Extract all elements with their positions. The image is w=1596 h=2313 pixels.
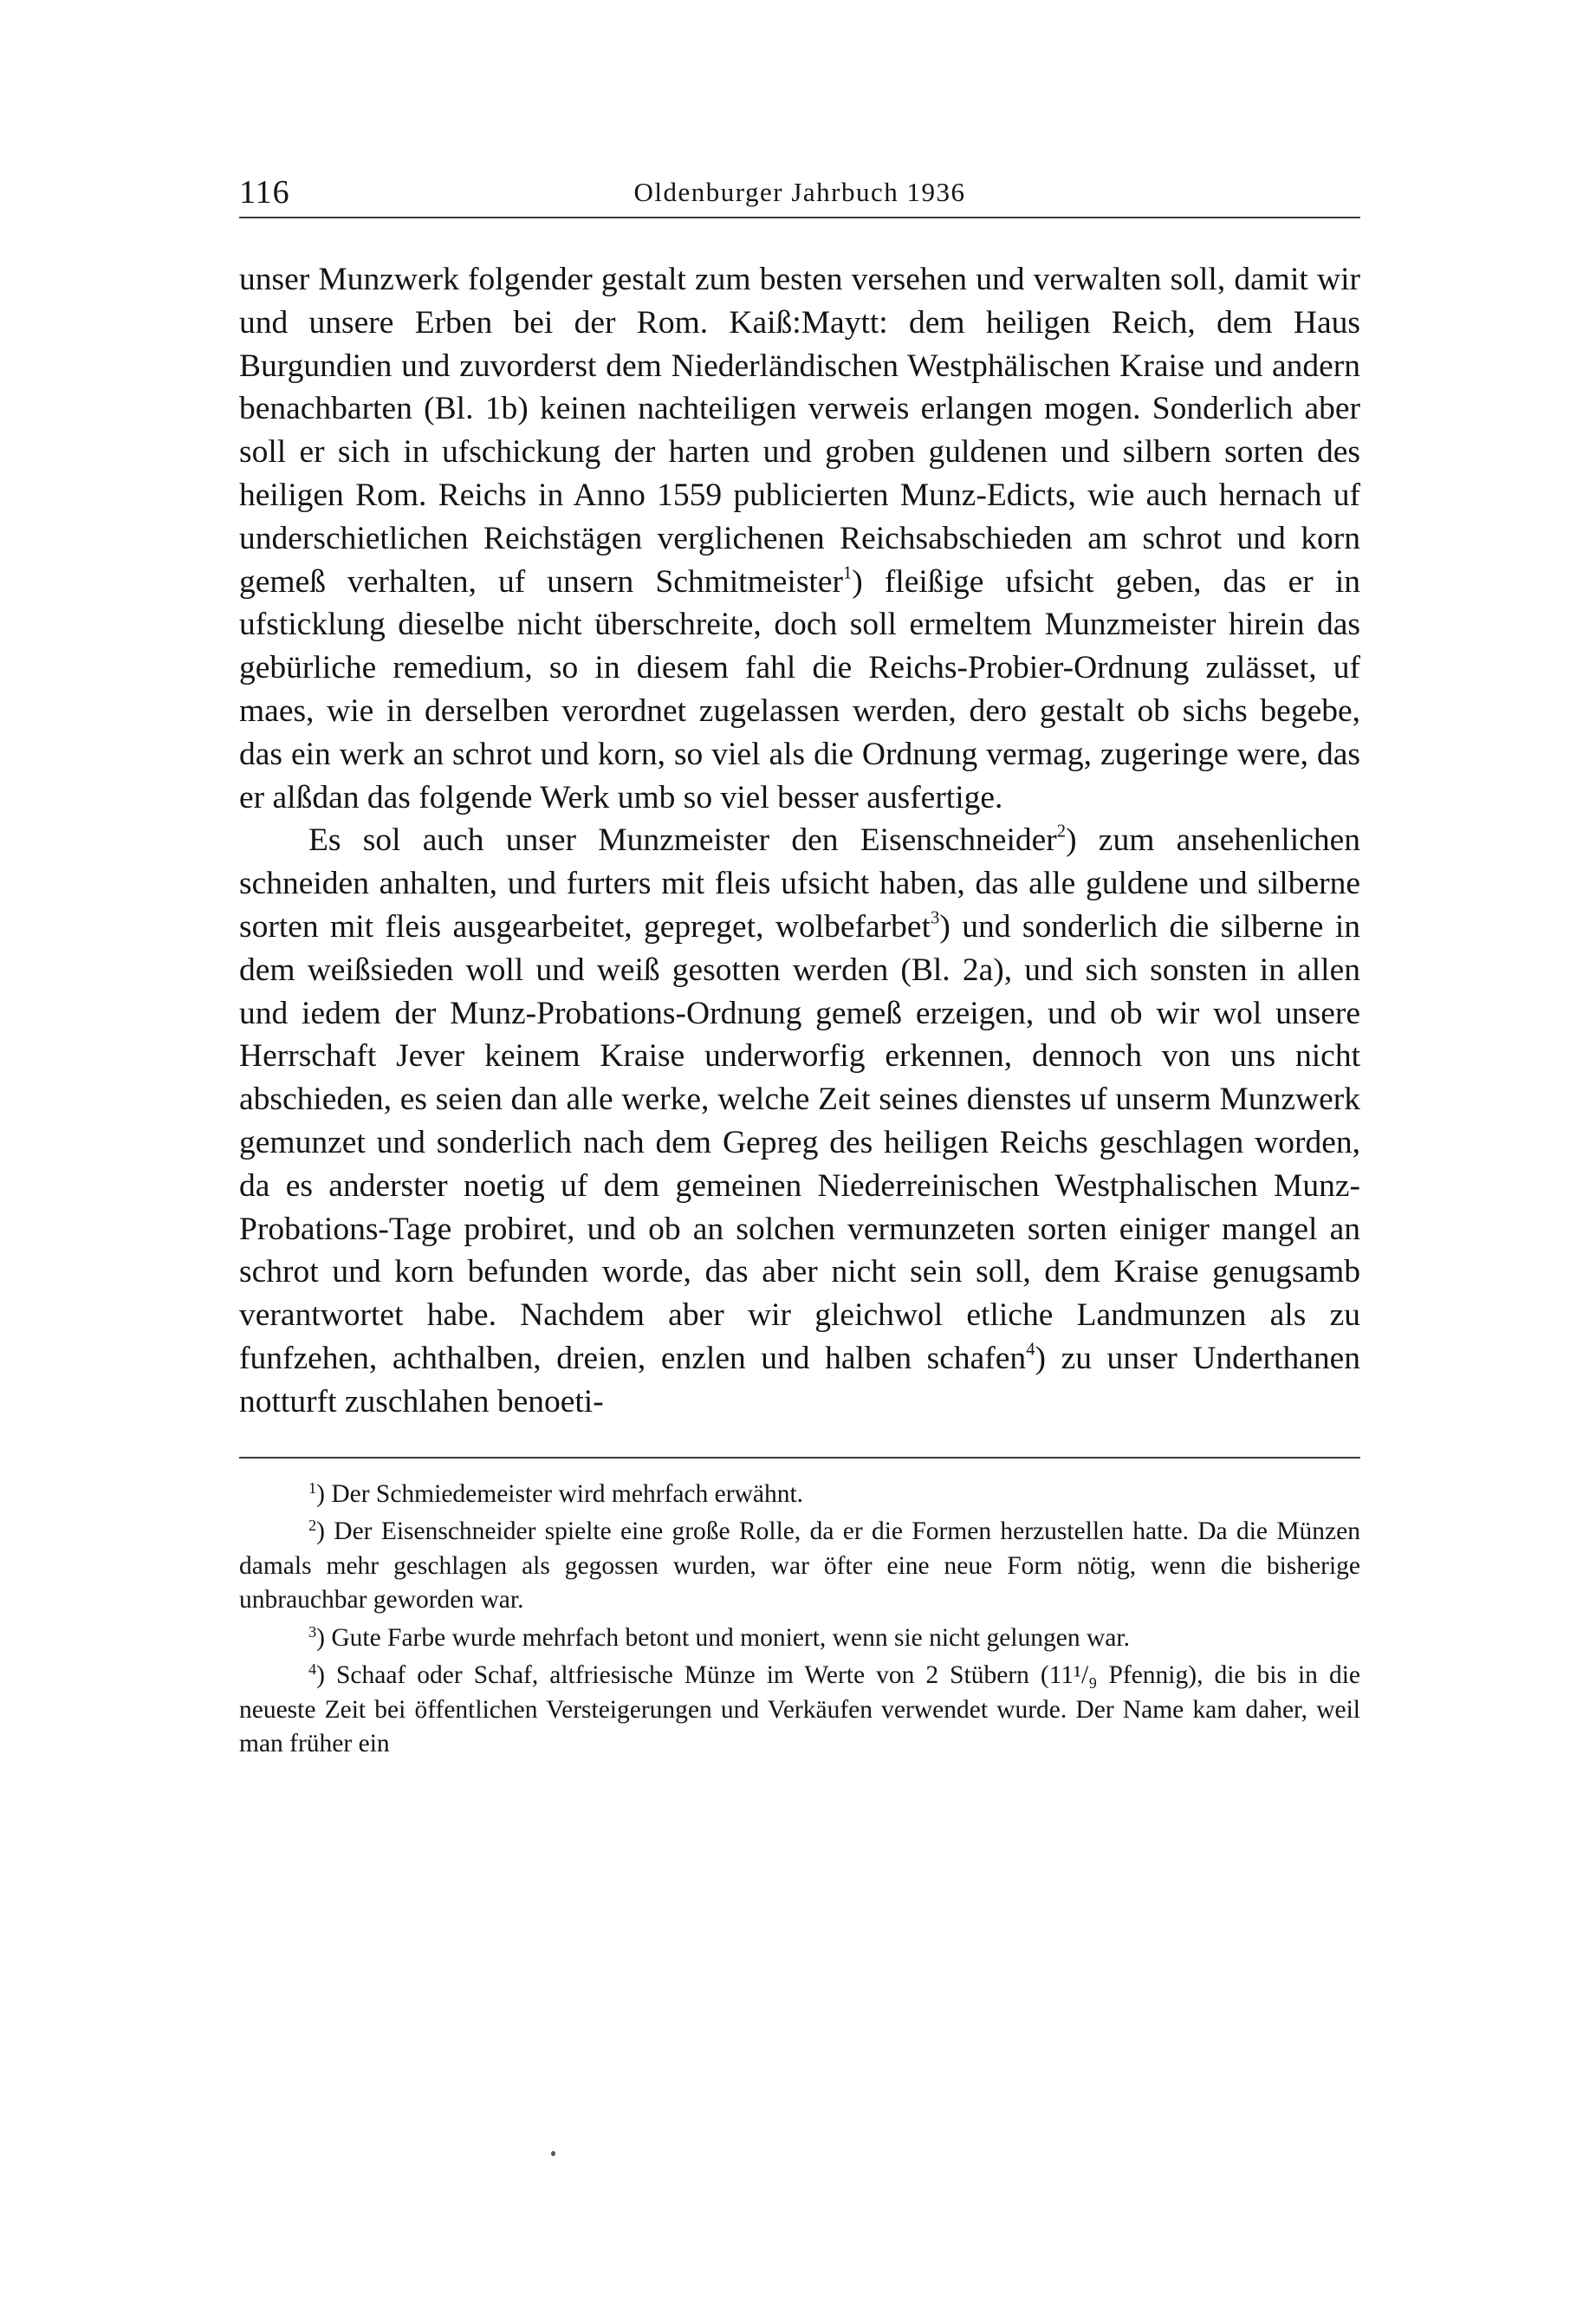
footnote-mark: 3 bbox=[308, 1622, 317, 1641]
footnote-reference: 3 bbox=[931, 908, 940, 928]
paragraph-text: ) zu unser Underthanen notturft zuschlahen benoeti- bbox=[239, 1340, 1361, 1420]
footnote bbox=[239, 1659, 1360, 1762]
running-head bbox=[239, 172, 1360, 218]
paragraph-text: ) und sonderlich die silberne in dem weißsieden woll und weiß gesotten werden (Bl. 2a), und sich sonsten in allen und iedem der Munz-Probations-Ordnung gemeß erzeigen, und ob wir wol unsere Herrschaft Jever keinem Kraise underworfig erkennen, dennoch von uns nicht abschieden, es seien dan alle werke, welche Zeit seines dienstes uf unserm Munzwerk gemunzet und sonderlich nach dem Gepreg des heiligen Reichs geschlagen worden, da es anderster noetig uf dem gemeinen Niederreinischen Westphalischen Munz-Probations-Tage probiret, und ob an solchen vermunzeten sorten einiger mangel an schrot und korn befunden worde, das aber nicht sein soll, dem Kraise genugsamb verantwortet habe. Nachdem aber wir gleichwol etliche Landmunzen als zu funfzehen, achthalben, dreien, enzlen und halben schafen bbox=[239, 908, 1360, 1376]
footnote bbox=[239, 1478, 1360, 1512]
footnote-text: ) Schaaf oder Schaf, altfriesische Münze im Werte von 2 Stübern (11¹/₉ Pfennig), die bis in die neueste Zeit bei öffentlichen Versteigerungen und Verkäufen verwendet wurde. Der Name kam daher, weil man früher ein bbox=[239, 1661, 1360, 1758]
footnote-divider bbox=[239, 1457, 1360, 1459]
footnote-text: ) Gute Farbe wurde mehrfach betont und moniert, wenn sie nicht gelungen war. bbox=[316, 1623, 1130, 1652]
footnote-reference: 4 bbox=[1026, 1340, 1035, 1360]
footnote-text: ) Der Eisenschneider spielte eine große Rolle, da er die Formen herzustellen hatte. Da die Münzen damals mehr geschlagen als gegossen wurden, war öfter eine neue Form nötig, wenn die bisherige unbrauchbar geworden war. bbox=[239, 1517, 1360, 1615]
body-text bbox=[239, 258, 1360, 1424]
paragraph-text: ) fleißige ufsicht geben, das er in ufsticklung dieselbe nicht überschreite, doch soll ermeltem Munzmeister hirein das gebürliche remedium, so in diesem fahl die Reichs-Probier-Ordnung zulässet, uf maes, wie in derselben verordnet zugelassen werden, dero gestalt ob sichs begebe, das ein werk an schrot und korn, so viel als die Ordnung vermag, zugeringe were, das er alßdan das folgende Werk umb so viel besser ausfertige. bbox=[239, 563, 1360, 815]
page-content bbox=[239, 172, 1360, 1765]
paragraph-text: ) zum ansehenlichen schneiden anhalten, und furters mit fleis ufsicht haben, das alle guldene und silberne sorten mit fleis ausgearbeitet, gepreget, wolbefarbet bbox=[239, 822, 1361, 945]
footnote-mark: 4 bbox=[308, 1660, 317, 1678]
scan-speck bbox=[551, 2151, 555, 2156]
paragraph-text: Es sol auch unser Munzmeister den Eisenschneider bbox=[308, 822, 1057, 859]
paragraph-text: unser Munzwerk folgender gestalt zum besten versehen und verwalten soll, damit wir und unsere Erben bei der Rom. Kaiß:Maytt: dem heiligen Reich, dem Haus Burgundien und zuvorderst dem Niederländischen Westphälischen Kraise und andern benachbarten (Bl. 1b) keinen nachteiligen verweis erlangen mogen. Sonderlich aber soll er sich in ufschickung der harten und groben guldenen und silbern sorten des heiligen Rom. Reichs in Anno 1559 publicierten Munz-Edicts, wie auch hernach uf underschietlichen Reichstägen verglichenen Reichsabschieden am schrot und korn gemeß verhalten, uf unsern Schmitmeister bbox=[239, 262, 1360, 600]
page-number: 116 bbox=[239, 174, 290, 211]
footnote bbox=[239, 1621, 1360, 1656]
footnote-mark: 1 bbox=[308, 1478, 317, 1497]
footnote-reference: 2 bbox=[1056, 822, 1067, 841]
footnote-reference: 1 bbox=[842, 563, 853, 583]
paragraph bbox=[239, 819, 1360, 1423]
footnote-mark: 2 bbox=[308, 1516, 317, 1534]
paragraph bbox=[239, 258, 1360, 819]
footnotes bbox=[239, 1478, 1360, 1762]
footnote-text: ) Der Schmiedemeister wird mehrfach erwähnt. bbox=[316, 1479, 804, 1508]
footnote bbox=[239, 1515, 1360, 1618]
journal-title: Oldenburger Jahrbuch 1936 bbox=[633, 177, 966, 207]
